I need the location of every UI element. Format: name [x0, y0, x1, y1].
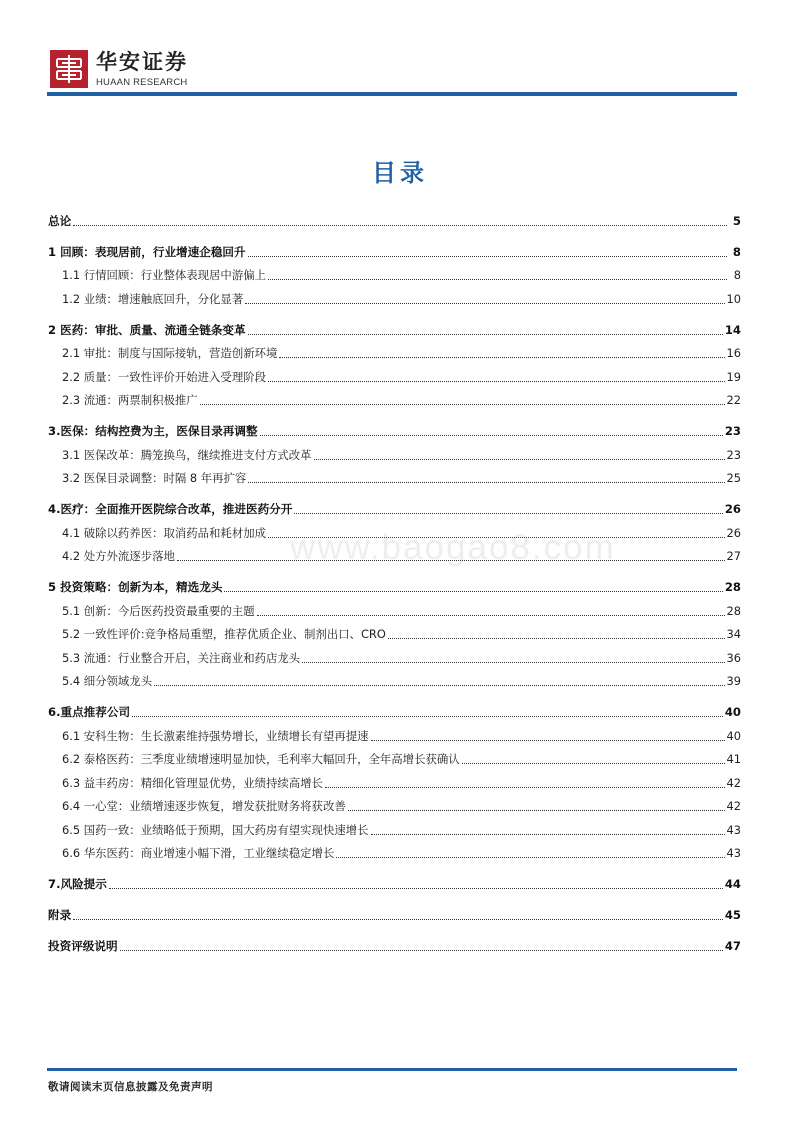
toc-entry-title: 1 回顾：表现居前，行业增速企稳回升 [48, 244, 246, 259]
toc-leader-dots [154, 684, 724, 686]
toc-page-number: 28 [726, 603, 741, 618]
toc-entry-title: 6.2 泰格医药：三季度业绩增速明显加快，毛利率大幅回升，全年高增长获确认 [62, 752, 460, 767]
toc-entry-title: 5.2 一致性评价:竞争格局重塑，推荐优质企业、制剂出口、CRO [62, 627, 386, 642]
toc-entry[interactable] [48, 935, 741, 959]
toc-page-number: 42 [726, 799, 741, 814]
toc-leader-dots [388, 637, 725, 639]
toc-entry-title: 2.1 审批：制度与国际接轨，营造创新环境 [62, 346, 278, 361]
toc-entry-title: 1.1 行情回顾：行业整体表现居中游偏上 [62, 268, 266, 283]
toc-leader-dots [245, 302, 724, 304]
toc-entry-title: 附录 [48, 908, 72, 923]
toc-page-number: 36 [726, 650, 741, 665]
toc-entry-title: 6.1 安科生物：生长激素维持强势增长，业绩增长有望再提速 [62, 728, 369, 743]
toc-leader-dots [268, 278, 727, 280]
toc-page-number: 26 [726, 525, 741, 540]
toc-entry[interactable] [48, 318, 741, 342]
toc-entry-title: 6.4 一心堂：业绩增速逐步恢复，增发获批财务将获改善 [62, 799, 346, 814]
toc-leader-dots [314, 458, 725, 460]
toc-page-number: 43 [726, 846, 741, 861]
toc-entry-title: 4.2 处方外流逐步落地 [62, 549, 175, 564]
toc-leader-dots [224, 590, 722, 592]
toc-page-number: 8 [732, 244, 741, 259]
toc-entry[interactable] [48, 842, 741, 866]
brand-name-cn: 华安证券 [96, 49, 188, 74]
toc-page-number: 23 [726, 447, 741, 462]
toc-entry-title: 3.医保：结构控费为主，医保目录再调整 [48, 424, 258, 439]
toc-entry-title: 2.2 质量：一致性评价开始进入受理阶段 [62, 369, 266, 384]
toc-entry[interactable] [48, 599, 741, 623]
toc-leader-dots [257, 614, 725, 616]
toc-leader-dots [73, 224, 727, 226]
toc-page-number: 19 [726, 369, 741, 384]
toc-page-number: 40 [724, 705, 741, 720]
toc-page-number: 26 [724, 502, 741, 517]
toc-entry[interactable] [48, 646, 741, 670]
toc-entry[interactable] [48, 342, 741, 366]
toc-entry-title: 投资评级说明 [48, 939, 118, 954]
toc-entry[interactable] [48, 443, 741, 467]
toc-entry[interactable] [48, 240, 741, 264]
toc-page-number: 43 [726, 822, 741, 837]
toc-leader-dots [336, 856, 724, 858]
toc-entry[interactable] [48, 904, 741, 928]
toc-page-number: 10 [726, 291, 741, 306]
toc-entry[interactable] [48, 287, 741, 311]
table-of-contents [48, 209, 741, 958]
toc-entry-title: 5.4 细分领域龙头 [62, 674, 153, 689]
toc-entry-title: 6.3 益丰药房：精细化管理显优势，业绩持续高增长 [62, 775, 323, 790]
toc-entry-title: 2 医药：审批、质量、流通全链条变革 [48, 322, 246, 337]
toc-page-number: 14 [724, 322, 741, 337]
toc-entry[interactable] [48, 498, 741, 522]
toc-leader-dots [371, 833, 725, 835]
toc-page-number: 47 [724, 939, 741, 954]
toc-page-number: 25 [726, 471, 741, 486]
toc-entry[interactable] [48, 795, 741, 819]
toc-entry[interactable] [48, 209, 741, 233]
toc-entry-title: 6.5 国药一致：业绩略低于预期，国大药房有望实现快速增长 [62, 822, 369, 837]
toc-leader-dots [268, 380, 725, 382]
toc-page-number: 34 [726, 627, 741, 642]
toc-entry-title: 5.1 创新：今后医药投资最重要的主题 [62, 603, 255, 618]
watermark: www.baogao8.com [290, 528, 616, 567]
footer-disclaimer: 敬请阅读末页信息披露及免责声明 [48, 1081, 213, 1093]
toc-entry[interactable] [48, 623, 741, 647]
toc-entry-title: 4.医疗：全面推开医院综合改革，推进医药分开 [48, 502, 293, 517]
toc-page-number: 8 [733, 268, 741, 283]
toc-entry-title: 7.风险提示 [48, 877, 107, 892]
toc-entry[interactable] [48, 748, 741, 772]
toc-entry[interactable] [48, 724, 741, 748]
toc-page-number: 5 [732, 213, 741, 228]
toc-entry[interactable] [48, 420, 741, 444]
toc-entry[interactable] [48, 873, 741, 897]
toc-leader-dots [294, 512, 723, 514]
footer-divider [47, 1068, 737, 1071]
toc-leader-dots [348, 809, 725, 811]
toc-entry-title: 4.1 破除以药养医：取消药品和耗材加成 [62, 525, 266, 540]
toc-entry-title: 3.2 医保目录调整：时隔 8 年再扩容 [62, 471, 247, 486]
toc-page-number: 45 [724, 908, 741, 923]
brand-name-en: HUAAN RESEARCH [96, 77, 188, 88]
toc-entry[interactable] [48, 818, 741, 842]
toc-entry[interactable] [48, 771, 741, 795]
toc-entry-title: 5 投资策略：创新为本，精选龙头 [48, 580, 223, 595]
toc-page-number: 41 [726, 752, 741, 767]
toc-leader-dots [279, 356, 724, 358]
toc-page-number: 22 [726, 393, 741, 408]
toc-page-number: 39 [726, 674, 741, 689]
toc-leader-dots [371, 739, 725, 741]
huaan-seal-logo-icon [50, 50, 88, 88]
toc-entry-title: 5.3 流通：行业整合开启，关注商业和药店龙头 [62, 650, 301, 665]
toc-leader-dots [462, 762, 725, 764]
toc-entry[interactable] [48, 264, 741, 288]
toc-page-number: 28 [724, 580, 741, 595]
toc-leader-dots [200, 403, 725, 405]
header-divider [47, 92, 737, 96]
toc-leader-dots [120, 949, 723, 951]
toc-leader-dots [248, 255, 727, 257]
toc-entry-title: 1.2 业绩：增速触底回升，分化显著 [62, 291, 244, 306]
toc-page-number: 40 [726, 728, 741, 743]
toc-page-number: 16 [726, 346, 741, 361]
toc-entry-title: 2.3 流通：两票制积极推广 [62, 393, 198, 408]
toc-page-number: 27 [726, 549, 741, 564]
toc-leader-dots [248, 481, 724, 483]
toc-entry-title: 6.6 华东医药：商业增速小幅下滑，工业继续稳定增长 [62, 846, 335, 861]
toc-entry[interactable] [48, 701, 741, 725]
toc-leader-dots [73, 918, 723, 920]
toc-leader-dots [302, 661, 724, 663]
toc-entry[interactable] [48, 365, 741, 389]
toc-entry-title: 3.1 医保改革：腾笼换鸟，继续推进支付方式改革 [62, 447, 312, 462]
toc-entry[interactable] [48, 467, 741, 491]
toc-entry-title: 总论 [48, 213, 72, 228]
page-title: 目录 [372, 158, 428, 187]
toc-entry[interactable] [48, 576, 741, 600]
toc-leader-dots [260, 434, 723, 436]
toc-entry[interactable] [48, 389, 741, 413]
toc-entry[interactable] [48, 670, 741, 694]
toc-page-number: 23 [724, 424, 741, 439]
toc-leader-dots [109, 887, 723, 889]
toc-leader-dots [325, 786, 725, 788]
toc-entry-title: 6.重点推荐公司 [48, 705, 131, 720]
toc-leader-dots [132, 715, 723, 717]
toc-page-number: 42 [726, 775, 741, 790]
toc-leader-dots [248, 333, 723, 335]
toc-page-number: 44 [724, 877, 741, 892]
